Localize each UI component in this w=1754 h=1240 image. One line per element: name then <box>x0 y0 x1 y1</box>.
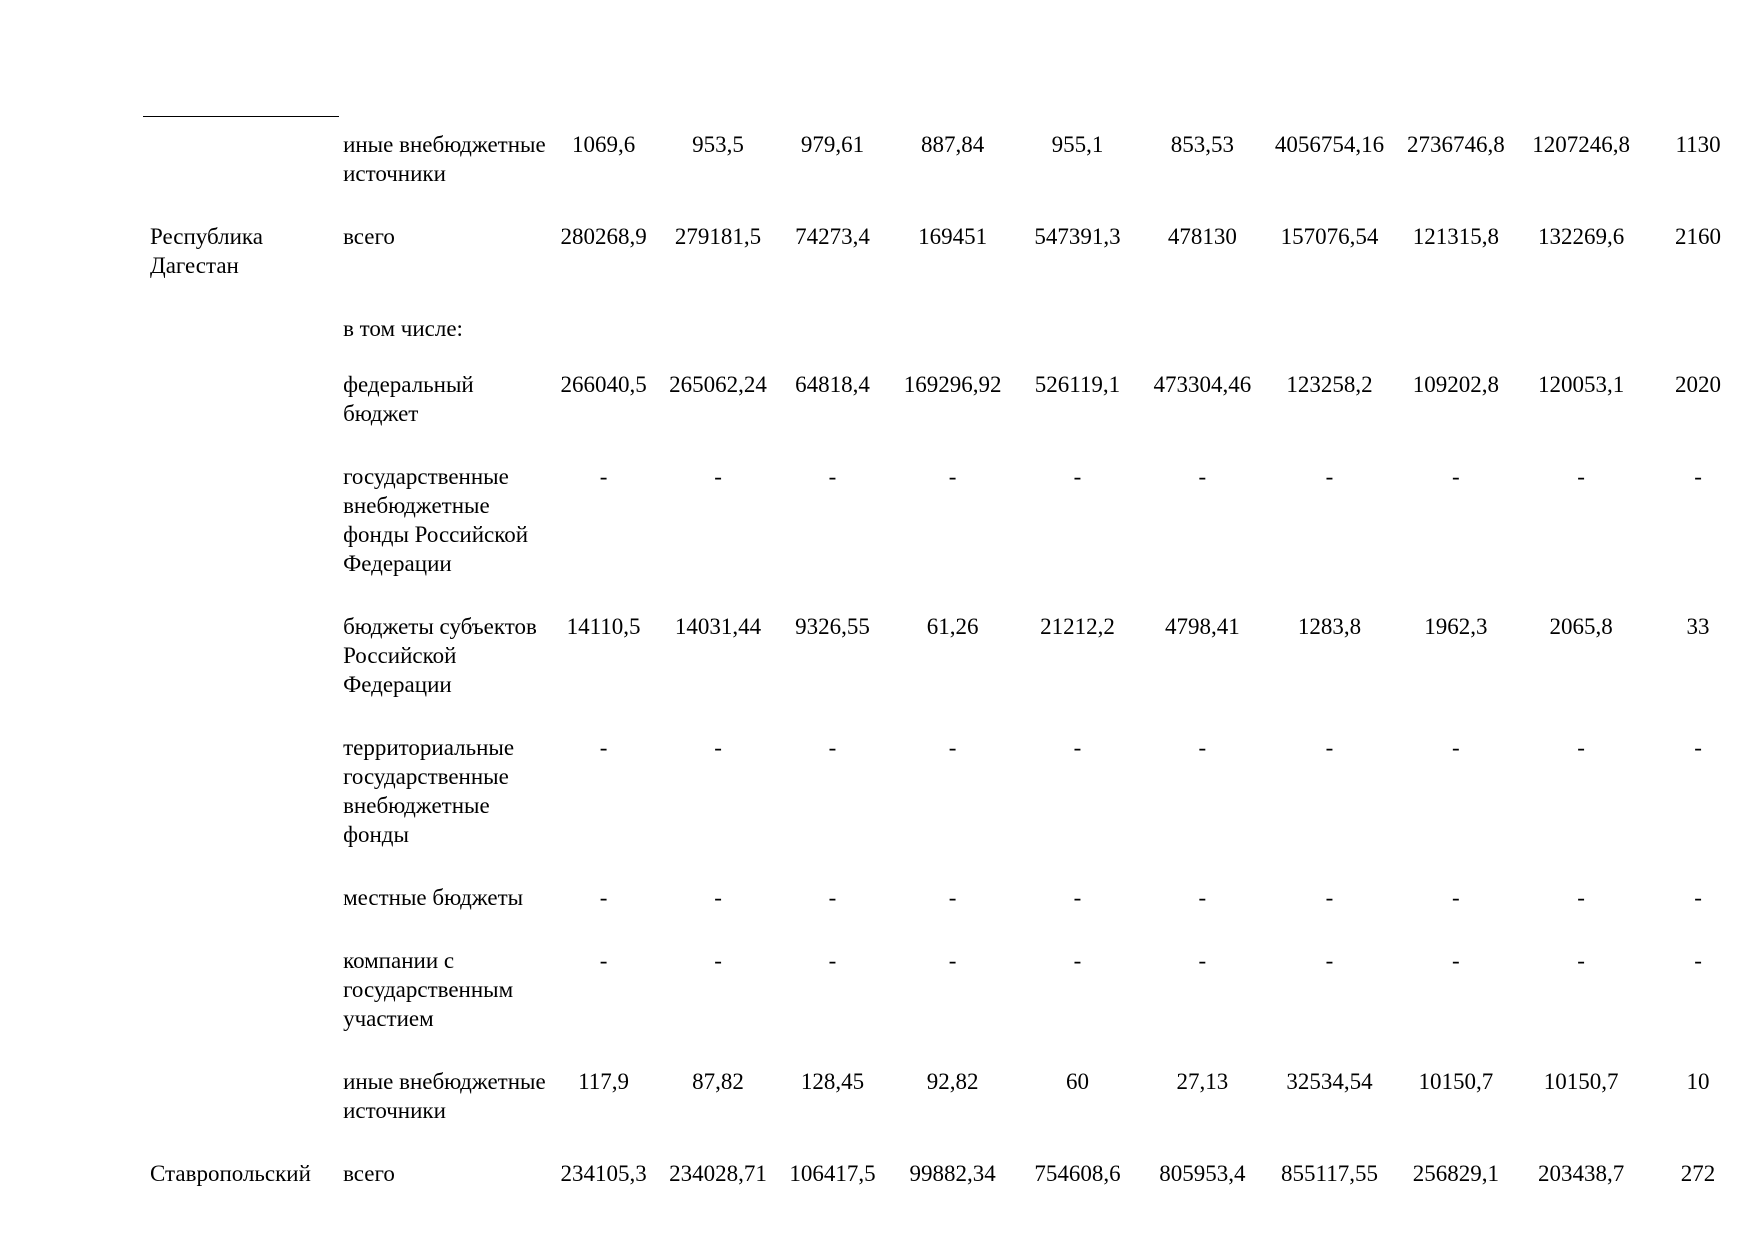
region-cell: Республика Дагестан <box>150 224 263 278</box>
table-body <box>143 116 1754 1208</box>
value-cell: - <box>1325 885 1334 910</box>
value-cell: 2065,8 <box>1549 614 1613 639</box>
value-cell: - <box>599 464 608 489</box>
value-cell: 1962,3 <box>1424 614 1488 639</box>
value-cell: - <box>714 885 722 910</box>
source-cell: компании с государственным участием <box>343 948 514 1031</box>
value-cell: - <box>599 885 608 910</box>
value-cell: 4056754,16 <box>1274 132 1385 157</box>
value-cell: 266040,5 <box>560 372 647 397</box>
value-cell: 887,84 <box>920 132 985 157</box>
value-cell: - <box>1577 735 1585 760</box>
table-row <box>143 932 1754 1053</box>
table-row <box>143 1053 1754 1145</box>
value-cell: 953,5 <box>692 132 744 157</box>
value-cell: 128,45 <box>800 1069 865 1094</box>
value-cell: - <box>1198 948 1207 973</box>
value-cell: - <box>599 735 608 760</box>
value-cell <box>888 300 1018 356</box>
value-cell: 1130 <box>1675 132 1721 157</box>
value-cell: 547391,3 <box>1034 224 1121 249</box>
source-cell: всего <box>343 224 395 249</box>
value-cell: 272 <box>1680 1161 1716 1186</box>
value-cell: - <box>1325 464 1334 489</box>
value-cell: - <box>714 948 722 973</box>
source-cell: федеральный бюджет <box>343 372 474 426</box>
region-cell <box>143 116 339 208</box>
value-cell <box>1642 300 1754 356</box>
region-cell: Ставропольский <box>150 1161 311 1186</box>
value-cell: - <box>1452 885 1460 910</box>
value-cell: 955,1 <box>1051 132 1104 157</box>
value-cell: - <box>1694 885 1702 910</box>
value-cell: 169296,92 <box>903 372 1002 397</box>
value-cell: 526119,1 <box>1034 372 1121 397</box>
table-row <box>143 598 1754 719</box>
region-cell <box>143 448 339 598</box>
source-cell: государственные внебюджетные фонды Российской Федерации <box>343 464 529 576</box>
region-cell <box>143 356 339 448</box>
value-cell: 2020 <box>1675 372 1722 397</box>
value-cell: 10150,7 <box>1543 1069 1619 1094</box>
value-cell: 117,9 <box>578 1069 630 1094</box>
value-cell: 99882,34 <box>909 1161 996 1186</box>
funding-table <box>143 116 1754 1208</box>
value-cell: - <box>1577 464 1585 489</box>
region-cell <box>143 598 339 719</box>
value-cell <box>1267 300 1391 356</box>
value-cell: 132269,6 <box>1537 224 1625 249</box>
value-cell: 9326,55 <box>795 614 870 639</box>
value-cell: - <box>1694 735 1702 760</box>
value-cell: 157076,54 <box>1280 224 1379 249</box>
value-cell: 10 <box>1686 1069 1710 1094</box>
value-cell: - <box>1325 948 1334 973</box>
value-cell: - <box>1694 464 1702 489</box>
value-cell: - <box>948 948 957 973</box>
value-cell: 265062,24 <box>669 372 767 397</box>
table-row <box>143 356 1754 448</box>
value-cell: 1207246,8 <box>1532 132 1630 157</box>
value-cell: - <box>1198 464 1207 489</box>
value-cell: - <box>1198 885 1207 910</box>
value-cell: - <box>828 735 837 760</box>
value-cell: 754608,6 <box>1034 1161 1121 1186</box>
region-cell <box>143 300 339 356</box>
value-cell: - <box>1073 885 1082 910</box>
value-cell: 32534,54 <box>1286 1069 1373 1094</box>
table-row <box>143 448 1754 598</box>
value-cell: - <box>714 464 722 489</box>
value-cell: - <box>1073 464 1082 489</box>
value-cell: 109202,8 <box>1412 372 1499 397</box>
value-cell: 27,13 <box>1176 1069 1229 1094</box>
value-cell: 256829,1 <box>1412 1161 1499 1186</box>
value-cell: 1283,8 <box>1297 614 1362 639</box>
region-cell <box>143 1053 339 1145</box>
value-cell: - <box>828 885 837 910</box>
table-row <box>143 300 1754 356</box>
value-cell: 21212,2 <box>1040 614 1115 639</box>
source-cell: бюджеты субъектов Российской Федерации <box>343 614 537 697</box>
source-cell: иные внебюджетные источники <box>343 132 546 186</box>
value-cell: - <box>1452 735 1460 760</box>
value-cell: 979,61 <box>800 132 865 157</box>
value-cell: - <box>1452 948 1460 973</box>
source-cell: местные бюджеты <box>343 885 524 910</box>
value-cell: - <box>714 735 722 760</box>
value-cell: 61,26 <box>926 614 979 639</box>
value-cell: 478130 <box>1167 224 1237 249</box>
value-cell <box>549 300 659 356</box>
value-cell: 123258,2 <box>1286 372 1373 397</box>
table-row <box>143 208 1754 300</box>
value-cell <box>1520 300 1642 356</box>
value-cell: 92,82 <box>926 1069 979 1094</box>
value-cell: 33 <box>1686 614 1710 639</box>
value-cell: 234105,3 <box>560 1161 647 1186</box>
region-cell <box>143 869 339 932</box>
value-cell: 121315,8 <box>1412 224 1499 249</box>
value-cell: - <box>1073 735 1082 760</box>
value-cell <box>1392 300 1520 356</box>
value-cell: - <box>1452 464 1460 489</box>
value-cell: 120053,1 <box>1537 372 1625 397</box>
value-cell <box>1137 300 1267 356</box>
source-cell: в том числе: <box>343 316 463 341</box>
value-cell: - <box>948 885 957 910</box>
value-cell: 203438,7 <box>1537 1161 1625 1186</box>
value-cell: 2160 <box>1675 224 1722 249</box>
value-cell: - <box>1325 735 1334 760</box>
value-cell: 87,82 <box>692 1069 744 1094</box>
table-row <box>143 869 1754 932</box>
table-row <box>143 1145 1754 1208</box>
value-cell: 1069,6 <box>571 132 636 157</box>
table-row <box>143 719 1754 869</box>
value-cell: 14110,5 <box>566 614 641 639</box>
value-cell: - <box>1577 948 1585 973</box>
value-cell: 805953,4 <box>1159 1161 1246 1186</box>
value-cell: 280268,9 <box>560 224 647 249</box>
region-cell <box>143 932 339 1053</box>
value-cell: - <box>1073 948 1082 973</box>
value-cell: 106417,5 <box>789 1161 876 1186</box>
table-row <box>143 116 1754 208</box>
value-cell: - <box>1577 885 1585 910</box>
value-cell: 855117,55 <box>1281 1161 1378 1186</box>
source-cell: иные внебюджетные источники <box>343 1069 546 1123</box>
value-cell <box>777 300 887 356</box>
source-cell: территориальные государственные внебюджетные фонды <box>343 735 515 847</box>
value-cell: 234028,71 <box>669 1161 767 1186</box>
value-cell: 279181,5 <box>674 224 762 249</box>
value-cell: 74273,4 <box>795 224 870 249</box>
value-cell <box>1018 300 1138 356</box>
source-cell: всего <box>343 1161 395 1186</box>
value-cell: - <box>828 948 837 973</box>
value-cell: 64818,4 <box>795 372 870 397</box>
region-cell <box>143 719 339 869</box>
value-cell: 853,53 <box>1170 132 1234 157</box>
value-cell <box>659 300 778 356</box>
value-cell: 2736746,8 <box>1406 132 1505 157</box>
value-cell: - <box>1198 735 1207 760</box>
value-cell: 473304,46 <box>1153 372 1252 397</box>
value-cell: - <box>948 735 957 760</box>
value-cell: - <box>828 464 837 489</box>
value-cell: 14031,44 <box>674 614 762 639</box>
value-cell: 4798,41 <box>1164 614 1240 639</box>
value-cell: - <box>1694 948 1702 973</box>
value-cell: 10150,7 <box>1418 1069 1494 1094</box>
value-cell: 169451 <box>918 224 988 249</box>
value-cell: - <box>599 948 608 973</box>
value-cell: 60 <box>1065 1069 1089 1094</box>
value-cell: - <box>948 464 957 489</box>
